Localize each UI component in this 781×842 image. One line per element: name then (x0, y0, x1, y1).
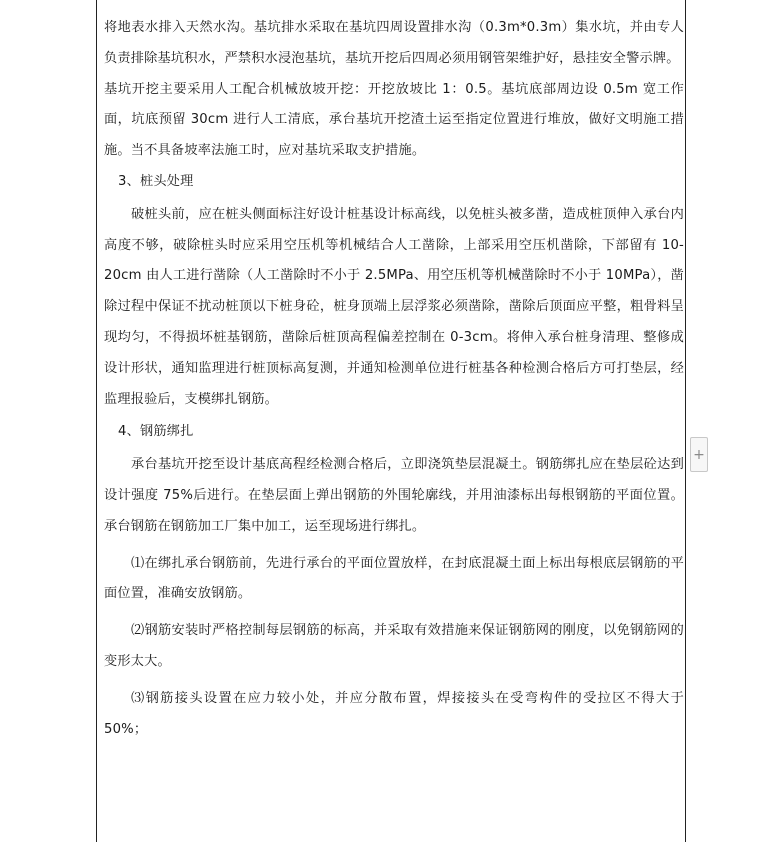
paragraph-pile-head: 破桩头前，应在桩头侧面标注好设计桩基设计标高线，以免桩头被多凿，造成桩顶伸入承台内高度不够，破除桩头时应采用空压机等机械结合人工凿除，上部采用空压机凿除，下部留有 10-20cm 由人工进行凿除（人工凿除时不小于 2.5MPa、用空压机等机械凿除时不小于 10MPa），凿除过程中保证不扰动桩顶以下桩身砼，桩身顶端上层浮浆必须凿除，凿除后顶面应平整，粗骨料呈现均匀，不得损坏桩基钢筋，凿除后桩顶高程偏差控制在 0-3cm。将伸入承台桩身清理、整修成设计形状，通知监理进行桩顶标高复测，并通知检测单位进行桩基各种检测合格后方可打垫层，经监理报验后，支模绑扎钢筋。 (104, 206, 684, 407)
heading-pile-head: 3、桩头处理 (118, 173, 194, 189)
expand-button[interactable] (690, 437, 708, 472)
paragraph-rebar-item-2: ⑵钢筋安装时严格控制每层钢筋的标高，并采取有效措施来保证钢筋网的刚度，以免钢筋网的变形太大。 (104, 623, 684, 669)
paragraph-drainage: 将地表水排入天然水沟。基坑排水采取在基坑四周设置排水沟（0.3m*0.3m）集水坑，并由专人负责排除基坑积水，严禁积水浸泡基坑，基坑开挖后四周必须用钢管架维护好，悬挂安全警示牌。 (104, 20, 684, 66)
paragraph-rebar-item-1: ⑴在绑扎承台钢筋前，先进行承台的平面位置放样，在封底混凝土面上标出每根底层钢筋的平面位置，准确安放钢筋。 (104, 555, 684, 602)
paragraph-excavation: 基坑开挖主要采用人工配合机械放坡开挖：开挖放坡比 1：0.5。基坑底部周边设 0.5m 宽工作面，坑底预留 30cm 进行人工清底，承台基坑开挖渣土运至指定位置进行堆放，做好文明施工措施。当不具备坡率法施工时，应对基坑采取支护措施。 (104, 81, 684, 159)
paragraph-rebar: 承台基坑开挖至设计基底高程经检测合格后，立即浇筑垫层混凝土。钢筋绑扎应在垫层砼达到设计强度 75%后进行。在垫层面上弹出钢筋的外围轮廓线，并用油漆标出每根钢筋的平面位置。承台钢筋在钢筋加工厂集中加工，运至现场进行绑扎。 (104, 457, 684, 534)
heading-rebar: 4、钢筋绑扎 (118, 424, 194, 440)
plus-icon: + (693, 446, 705, 463)
document-body (104, 13, 684, 745)
paragraph-rebar-item-3: ⑶钢筋接头设置在应力较小处，并应分散布置，焊接接头在受弯构件的受拉区不得大于 50%； (104, 690, 684, 737)
